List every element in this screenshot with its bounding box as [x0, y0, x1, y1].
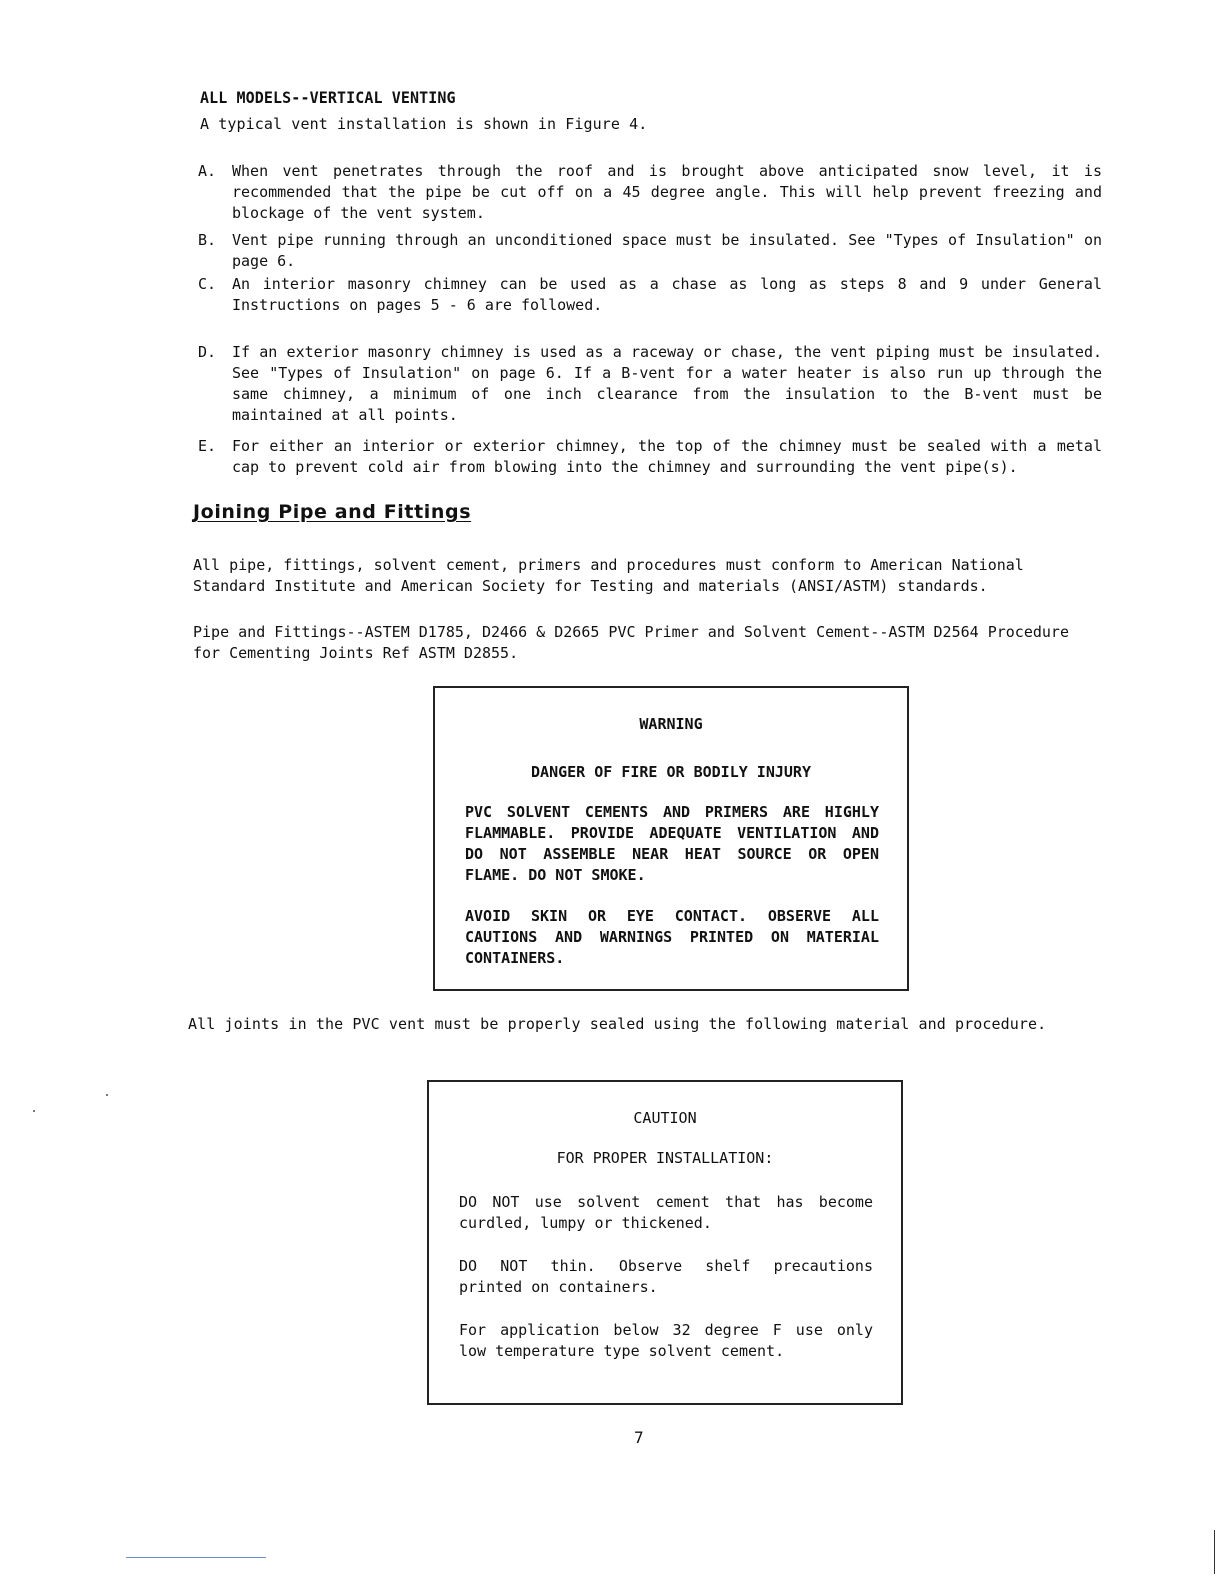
- caution-subtitle: FOR PROPER INSTALLATION:: [556, 1149, 774, 1167]
- list-item-text: For either an interior or exterior chimney, the top of the chimney must be sealed with a metal cap to prevent cold air from blowing into the chimney and surrounding the vent pipe(s).: [232, 437, 1102, 476]
- list-item-letter: C.: [198, 275, 217, 293]
- warning-title: WARNING: [639, 715, 703, 733]
- list-item-text: An interior masonry chimney can be used as a chase as long as steps 8 and 9 under General Instructions on pages 5 - 6 are followed.: [232, 275, 1102, 314]
- caution-paragraph: For application below 32 degree F use only low temperature type solvent cement.: [459, 1321, 873, 1360]
- list-item-e: [198, 436, 1108, 480]
- section-heading: ALL MODELS--VERTICAL VENTING: [200, 88, 456, 108]
- caution-paragraph: DO NOT thin. Observe shelf precautions printed on containers.: [459, 1257, 873, 1296]
- materials-paragraph: Pipe and Fittings--ASTEM D1785, D2466 & D2665 PVC Primer and Solvent Cement--ASTM D2564 Procedure for Cementing Joints Ref ASTM D2855.: [193, 623, 1069, 662]
- standards-paragraph: All pipe, fittings, solvent cement, primers and procedures must conform to American National Standard Institute and American Society for Testing and materials (ANSI/ASTM) standards.: [193, 556, 1024, 595]
- list-item-c: [198, 274, 1108, 318]
- warning-paragraph: PVC SOLVENT CEMENTS AND PRIMERS ARE HIGHLY FLAMMABLE. PROVIDE ADEQUATE VENTILATION AND DO NOT ASSEMBLE NEAR HEAT SOURCE OR OPEN FLAME. DO NOT SMOKE.: [465, 803, 879, 884]
- list-item-text: If an exterior masonry chimney is used as a raceway or chase, the vent piping must be insulated. See "Types of Insulation" on page 6. If a B-vent for a water heater is also run up through the same chimney, a minimum of one inch clearance from the insulation to the B-vent must be maintained at all points.: [232, 343, 1102, 424]
- list-item-letter: A.: [198, 162, 217, 180]
- intro-text: A typical vent installation is shown in Figure 4.: [200, 115, 648, 133]
- list-item-a: [198, 161, 1108, 222]
- scan-speck: [33, 1110, 35, 1112]
- section-title: Joining Pipe and Fittings: [193, 501, 472, 523]
- list-item-text: Vent pipe running through an unconditioned space must be insulated. See "Types of Insulation" on page 6.: [232, 231, 1102, 270]
- list-item-d: [198, 342, 1108, 424]
- list-item-b: [198, 230, 1108, 270]
- list-item-letter: B.: [198, 231, 217, 249]
- caution-title: CAUTION: [633, 1109, 697, 1127]
- joints-note: All joints in the PVC vent must be properly sealed using the following material and procedure.: [188, 1015, 1047, 1033]
- caution-box: [427, 1080, 903, 1405]
- list-item-letter: D.: [198, 343, 217, 361]
- caution-paragraph: DO NOT use solvent cement that has become curdled, lumpy or thickened.: [459, 1193, 873, 1232]
- warning-subtitle: DANGER OF FIRE OR BODILY INJURY: [531, 763, 811, 781]
- warning-paragraph: AVOID SKIN OR EYE CONTACT. OBSERVE ALL CAUTIONS AND WARNINGS PRINTED ON MATERIAL CONTAINERS.: [465, 907, 879, 967]
- footer-rule: [126, 1557, 266, 1558]
- margin-mark: [1214, 1530, 1215, 1574]
- scan-speck: [106, 1094, 108, 1096]
- list-item-letter: E.: [198, 437, 217, 455]
- page-number: 7: [634, 1428, 644, 1447]
- warning-box: [433, 686, 909, 991]
- list-item-text: When vent penetrates through the roof and is brought above anticipated snow level, it is recommended that the pipe be cut off on a 45 degree angle. This will help prevent freezing and blockage of the vent system.: [232, 162, 1102, 222]
